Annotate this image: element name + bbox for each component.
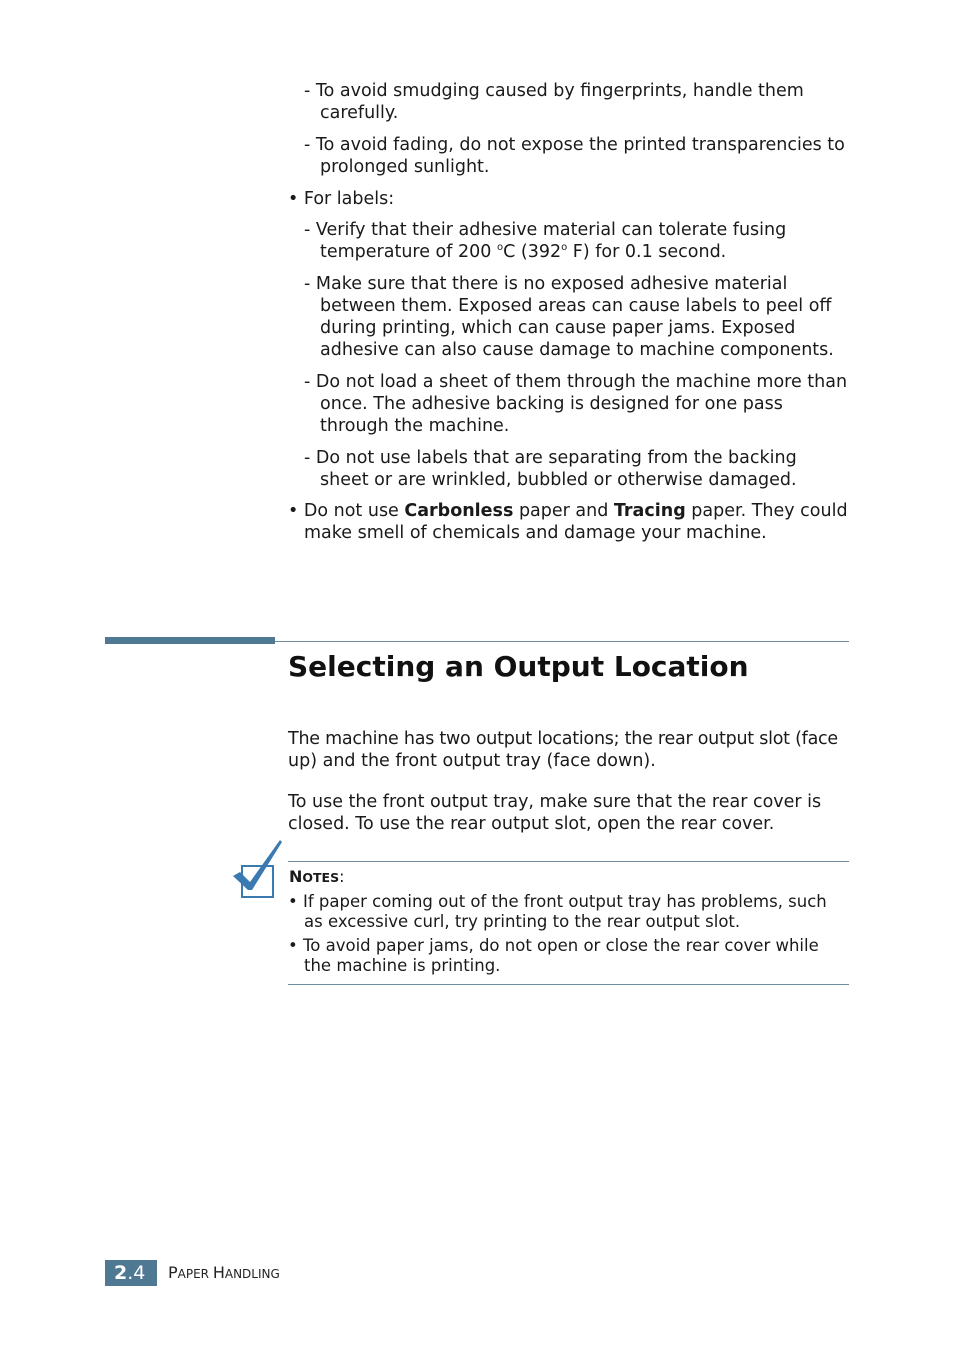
notes-title: NOTES: [289,867,345,886]
section-title: Selecting an Output Location [288,650,749,683]
paragraph-front-rear [288,791,821,835]
note-item-2 [288,936,819,976]
tip-line: carefully. [320,103,399,123]
note-line: the machine is printing. [304,956,501,975]
checkmark-note-icon [230,838,284,902]
bullet-line: make smell of chemicals and damage your machine. [304,523,767,543]
note-line: • To avoid paper jams, do not open or close the rear cover while [288,936,819,955]
tip-line: prolonged sunlight. [320,157,490,177]
tip-line: - Make sure that there is no exposed adhesive material [304,274,788,294]
tip-line: - Verify that their adhesive material can tolerate fusing [304,220,787,240]
degree-symbol: o [561,242,568,253]
tip-line: - Do not use labels that are separating from the backing [304,448,797,468]
para-line: The machine has two output locations; the rear output slot (face [288,729,838,749]
notes-top-rule [288,861,849,862]
para-line: up) and the front output tray (face down). [288,751,656,771]
tip-line: - To avoid fading, do not expose the printed transparencies to [304,135,845,155]
labels-bullet: • For labels: [288,189,395,209]
label-tip-3 [304,371,847,437]
tip-line: through the machine. [320,416,510,436]
label-tip-2 [304,273,834,361]
bullet-line: • Do not use Carbonless paper and Tracing paper. They could [288,501,848,521]
transparency-tip-2 [304,134,845,178]
tip-line: sheet or are wrinkled, bubbled or otherwise damaged. [320,470,797,490]
label-tip-1 [304,219,786,263]
label-tip-4 [304,447,797,491]
paragraph-output-locations [288,728,838,772]
tip-line: during printing, which can cause paper jams. Exposed [320,318,796,338]
tip-line: once. The adhesive backing is designed for one pass [320,394,783,414]
tip-line: between them. Exposed areas can cause labels to peel off [320,296,832,316]
degree-symbol: o [496,242,504,253]
bold-term-carbonless: Carbonless [404,501,514,521]
page-number-badge: 2.4 [105,1260,157,1286]
chapter-title: PAPER HANDLING [168,1263,280,1282]
carbonless-bullet [288,500,848,544]
note-item-1 [288,892,827,932]
tip-line: - To avoid smudging caused by fingerprints, handle them [304,81,804,101]
note-line: • If paper coming out of the front output tray has problems, such [288,892,827,911]
notes-bottom-rule [288,984,849,985]
bold-term-tracing: Tracing [613,501,686,521]
para-line: To use the front output tray, make sure that the rear cover is [288,792,822,812]
tip-line: temperature of 200 $^o$C (392$^o$ F) for 0.1 second. [320,242,727,262]
section-rule [275,641,849,642]
tip-line: adhesive can also cause damage to machine components. [320,340,834,360]
transparency-tip-1 [304,80,804,124]
para-line: closed. To use the rear output slot, open the rear cover. [288,814,775,834]
note-line: as excessive curl, try printing to the rear output slot. [304,912,741,931]
tip-line: - Do not load a sheet of them through the machine more than [304,372,848,392]
section-accent-bar [105,637,275,644]
